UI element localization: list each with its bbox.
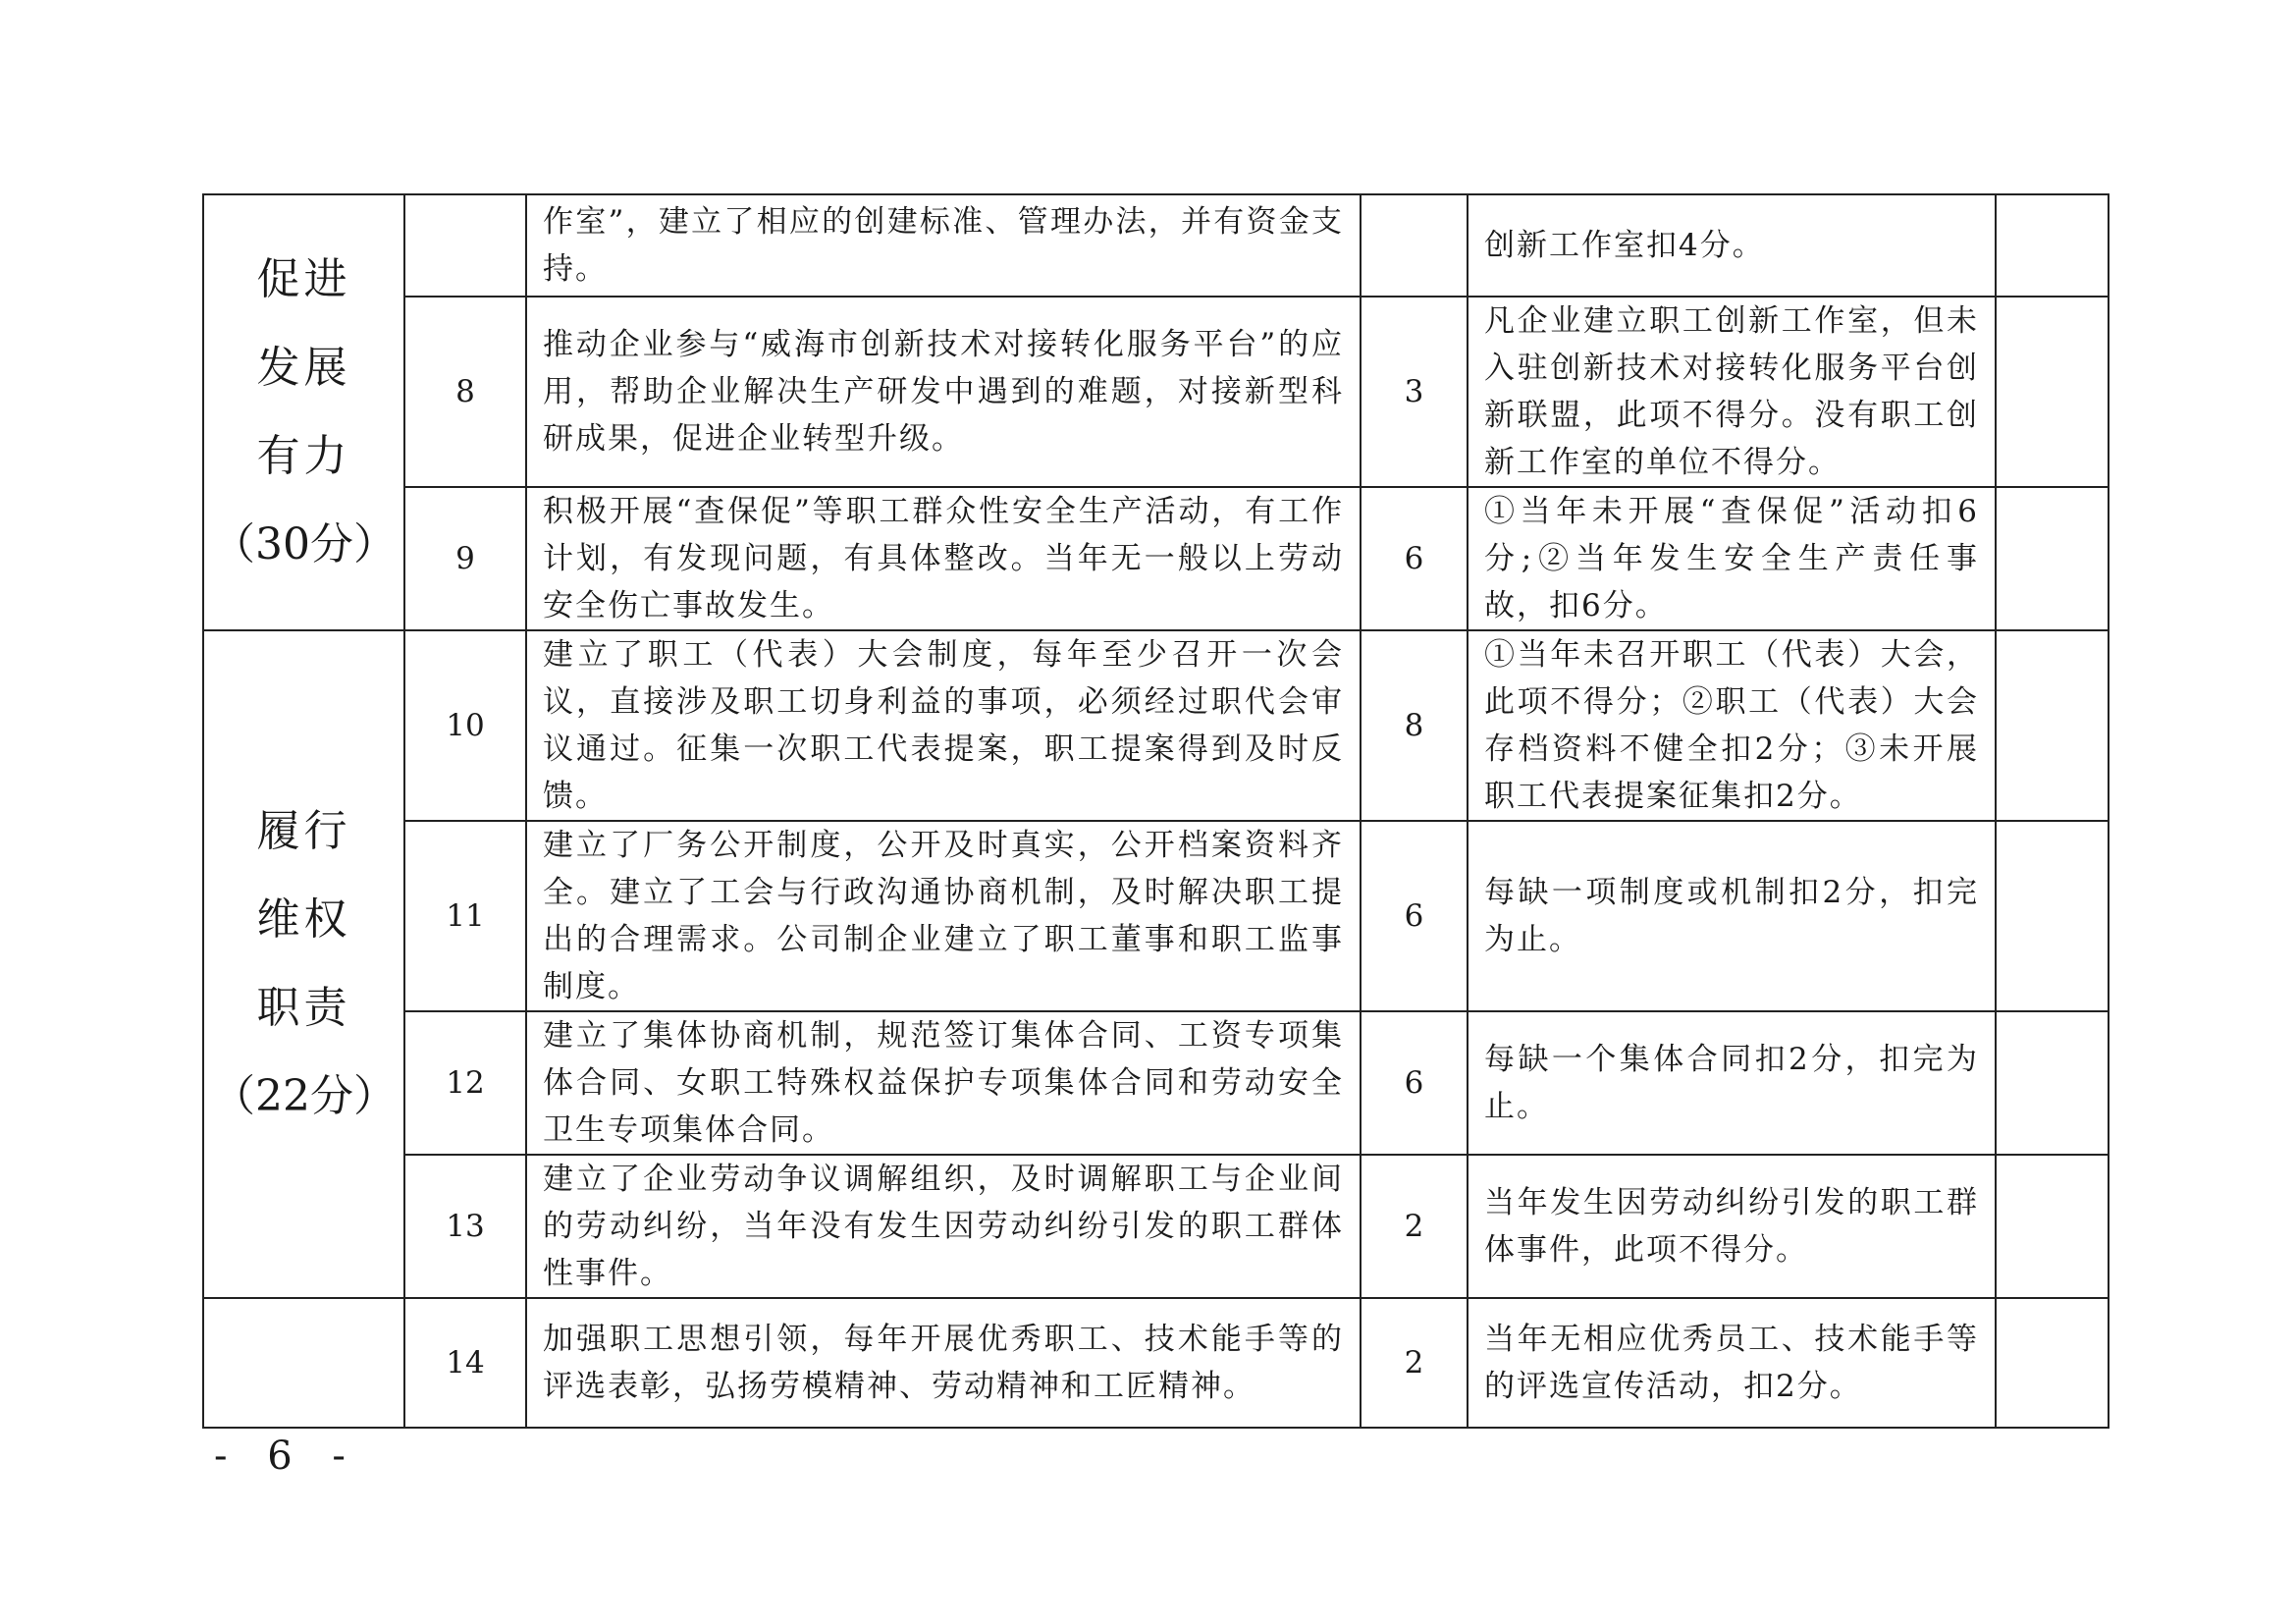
table-row	[203, 1011, 2109, 1155]
blank-cell	[1996, 821, 2109, 1011]
item-number: 8	[404, 297, 526, 487]
category-cell	[203, 194, 404, 630]
item-description: 加强职工思想引领，每年开展优秀职工、技术能手等的评选表彰，弘扬劳模精神、劳动精神和工匠精神。	[526, 1298, 1361, 1428]
item-score: 8	[1361, 630, 1468, 821]
category-line: 有力	[256, 431, 351, 481]
blank-cell	[1996, 194, 2109, 297]
page-number: - 6 -	[214, 1434, 359, 1479]
category-cell	[203, 630, 404, 1298]
item-number: 12	[404, 1011, 526, 1155]
blank-cell	[1996, 1011, 2109, 1155]
category-points: （22分）	[212, 1071, 397, 1121]
table-row	[203, 630, 2109, 821]
item-description: 建立了职工（代表）大会制度，每年至少召开一次会议，直接涉及职工切身利益的事项，必须经过职代会审议通过。征集一次职工代表提案，职工提案得到及时反馈。	[526, 630, 1361, 821]
table-row	[203, 487, 2109, 630]
category-line: 维权	[256, 894, 351, 945]
item-score: 2	[1361, 1298, 1468, 1428]
table-row	[203, 1298, 2109, 1428]
item-rule: 创新工作室扣4分。	[1468, 194, 1996, 297]
item-rule: 每缺一项制度或机制扣2分，扣完为止。	[1468, 821, 1996, 1011]
category-line: 促进	[256, 254, 351, 304]
item-rule: ①当年未召开职工（代表）大会，此项不得分；②职工（代表）大会存档资料不健全扣2分；③未开展职工代表提案征集扣2分。	[1468, 630, 1996, 821]
category-cell	[203, 1298, 404, 1428]
blank-cell	[1996, 487, 2109, 630]
table-row	[203, 1155, 2109, 1298]
item-number: 9	[404, 487, 526, 630]
item-score: 6	[1361, 487, 1468, 630]
item-rule: 凡企业建立职工创新工作室，但未入驻创新技术对接转化服务平台创新联盟，此项不得分。没有职工创新工作室的单位不得分。	[1468, 297, 1996, 487]
blank-cell	[1996, 630, 2109, 821]
item-number: 11	[404, 821, 526, 1011]
blank-cell	[1996, 1298, 2109, 1428]
item-score	[1361, 194, 1468, 297]
item-score: 6	[1361, 821, 1468, 1011]
item-score: 6	[1361, 1011, 1468, 1155]
item-description: 作室”，建立了相应的创建标准、管理办法，并有资金支持。	[526, 194, 1361, 297]
item-description: 积极开展“查保促”等职工群众性安全生产活动，有工作计划，有发现问题，有具体整改。当年无一般以上劳动安全伤亡事故发生。	[526, 487, 1361, 630]
category-points: （30分）	[212, 519, 397, 569]
item-score: 3	[1361, 297, 1468, 487]
item-description: 建立了企业劳动争议调解组织，及时调解职工与企业间的劳动纠纷，当年没有发生因劳动纠纷引发的职工群体性事件。	[526, 1155, 1361, 1298]
blank-cell	[1996, 297, 2109, 487]
table-row	[203, 194, 2109, 297]
item-rule: ①当年未开展“查保促”活动扣6分;②当年发生安全生产责任事故，扣6分。	[1468, 487, 1996, 630]
item-score: 2	[1361, 1155, 1468, 1298]
item-rule: 当年无相应优秀员工、技术能手等的评选宣传活动，扣2分。	[1468, 1298, 1996, 1428]
item-number: 10	[404, 630, 526, 821]
item-number	[404, 194, 526, 297]
item-rule: 当年发生因劳动纠纷引发的职工群体事件，此项不得分。	[1468, 1155, 1996, 1298]
item-description: 推动企业参与“威海市创新技术对接转化服务平台”的应用，帮助企业解决生产研发中遇到的难题，对接新型科研成果，促进企业转型升级。	[526, 297, 1361, 487]
item-number: 13	[404, 1155, 526, 1298]
category-line: 发展	[256, 343, 351, 393]
category-line: 履行	[256, 806, 351, 856]
item-rule: 每缺一个集体合同扣2分，扣完为止。	[1468, 1011, 1996, 1155]
scoring-table	[202, 193, 2109, 1429]
item-description: 建立了集体协商机制，规范签订集体合同、工资专项集体合同、女职工特殊权益保护专项集体合同和劳动安全卫生专项集体合同。	[526, 1011, 1361, 1155]
table-row	[203, 297, 2109, 487]
table-row	[203, 821, 2109, 1011]
category-line: 职责	[256, 983, 351, 1033]
blank-cell	[1996, 1155, 2109, 1298]
item-description: 建立了厂务公开制度，公开及时真实，公开档案资料齐全。建立了工会与行政沟通协商机制，及时解决职工提出的合理需求。公司制企业建立了职工董事和职工监事制度。	[526, 821, 1361, 1011]
item-number: 14	[404, 1298, 526, 1428]
